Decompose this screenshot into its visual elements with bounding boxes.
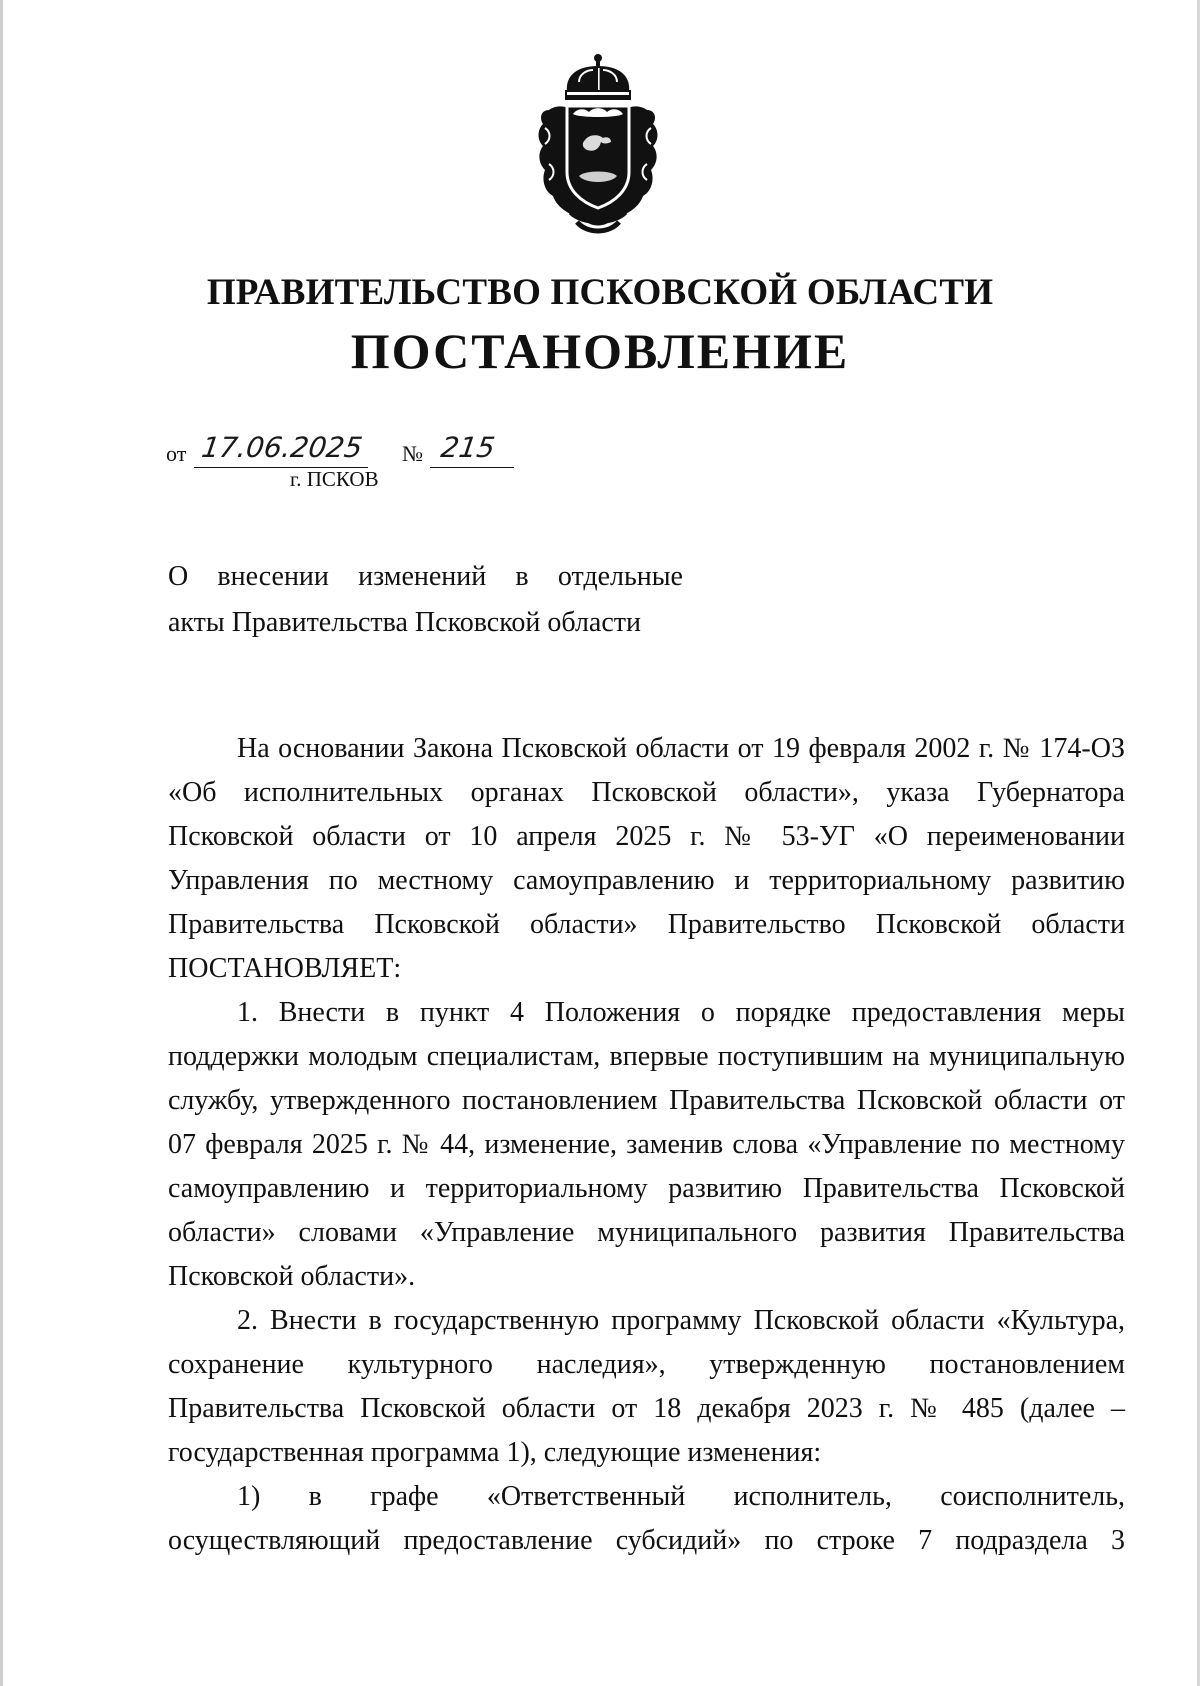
document-body (168, 727, 1125, 1563)
date-number-line (166, 431, 566, 467)
from-label: от (166, 441, 187, 466)
number-label: № (402, 441, 423, 466)
document-subject (168, 554, 683, 646)
date-value: 17.06.2025 (199, 431, 365, 464)
city-label: г. ПСКОВ (290, 467, 379, 491)
subject-line-1: О внесении изменений в отдельные (168, 561, 683, 592)
organization-title: ПРАВИТЕЛЬСТВО ПСКОВСКОЙ ОБЛАСТИ (206, 272, 994, 313)
subject-line-2: акты Правительства Псковской области (168, 607, 641, 638)
scan-edge-left (0, 0, 3, 1686)
item-2-1-paragraph: 1) в графе «Ответственный исполнитель, соисполнитель, осуществляющий предоставление субсидий» по строке 7 подраздела 3 (168, 1481, 1125, 1556)
item-2-paragraph: 2. Внести в государственную программу Псковской области «Культура, сохранение культурного наследия», утвержденную постановлением Правительства Псковской области от 18 декабря 2023 г. № 485 (далее – государственная программа 1), следующие изменения: (168, 1305, 1125, 1468)
item-1-paragraph: 1. Внести в пункт 4 Положения о порядке предоставления меры поддержки молодым специалистам, впервые поступившим на муниципальную службу, утвержденного постановлением Правительства Псковской области от 07 февраля 2025 г. № 44, изменение, заменив слова «Управление по местному самоуправлению и территориальному развитию Правительства Псковской области» словами «Управление муниципального развития Правительства Псковской области». (168, 997, 1125, 1292)
pskov-coat-of-arms-icon (527, 52, 669, 240)
number-value: 215 (438, 431, 498, 464)
document-type-title: ПОСТАНОВЛЕНИЕ (350, 323, 850, 379)
number-underline (430, 467, 514, 468)
preamble-paragraph: На основании Закона Псковской области от 19 февраля 2002 г. № 174-ОЗ «Об исполнительных органах Псковской области», указа Губернатора Псковской области от 10 апреля 2025 г. № 53-УГ «О переименовании Управления по местному самоуправлению и территориальному развитию Правительства Псковской области» Правительство Псковской области ПОСТАНОВЛЯЕТ: (168, 733, 1125, 984)
